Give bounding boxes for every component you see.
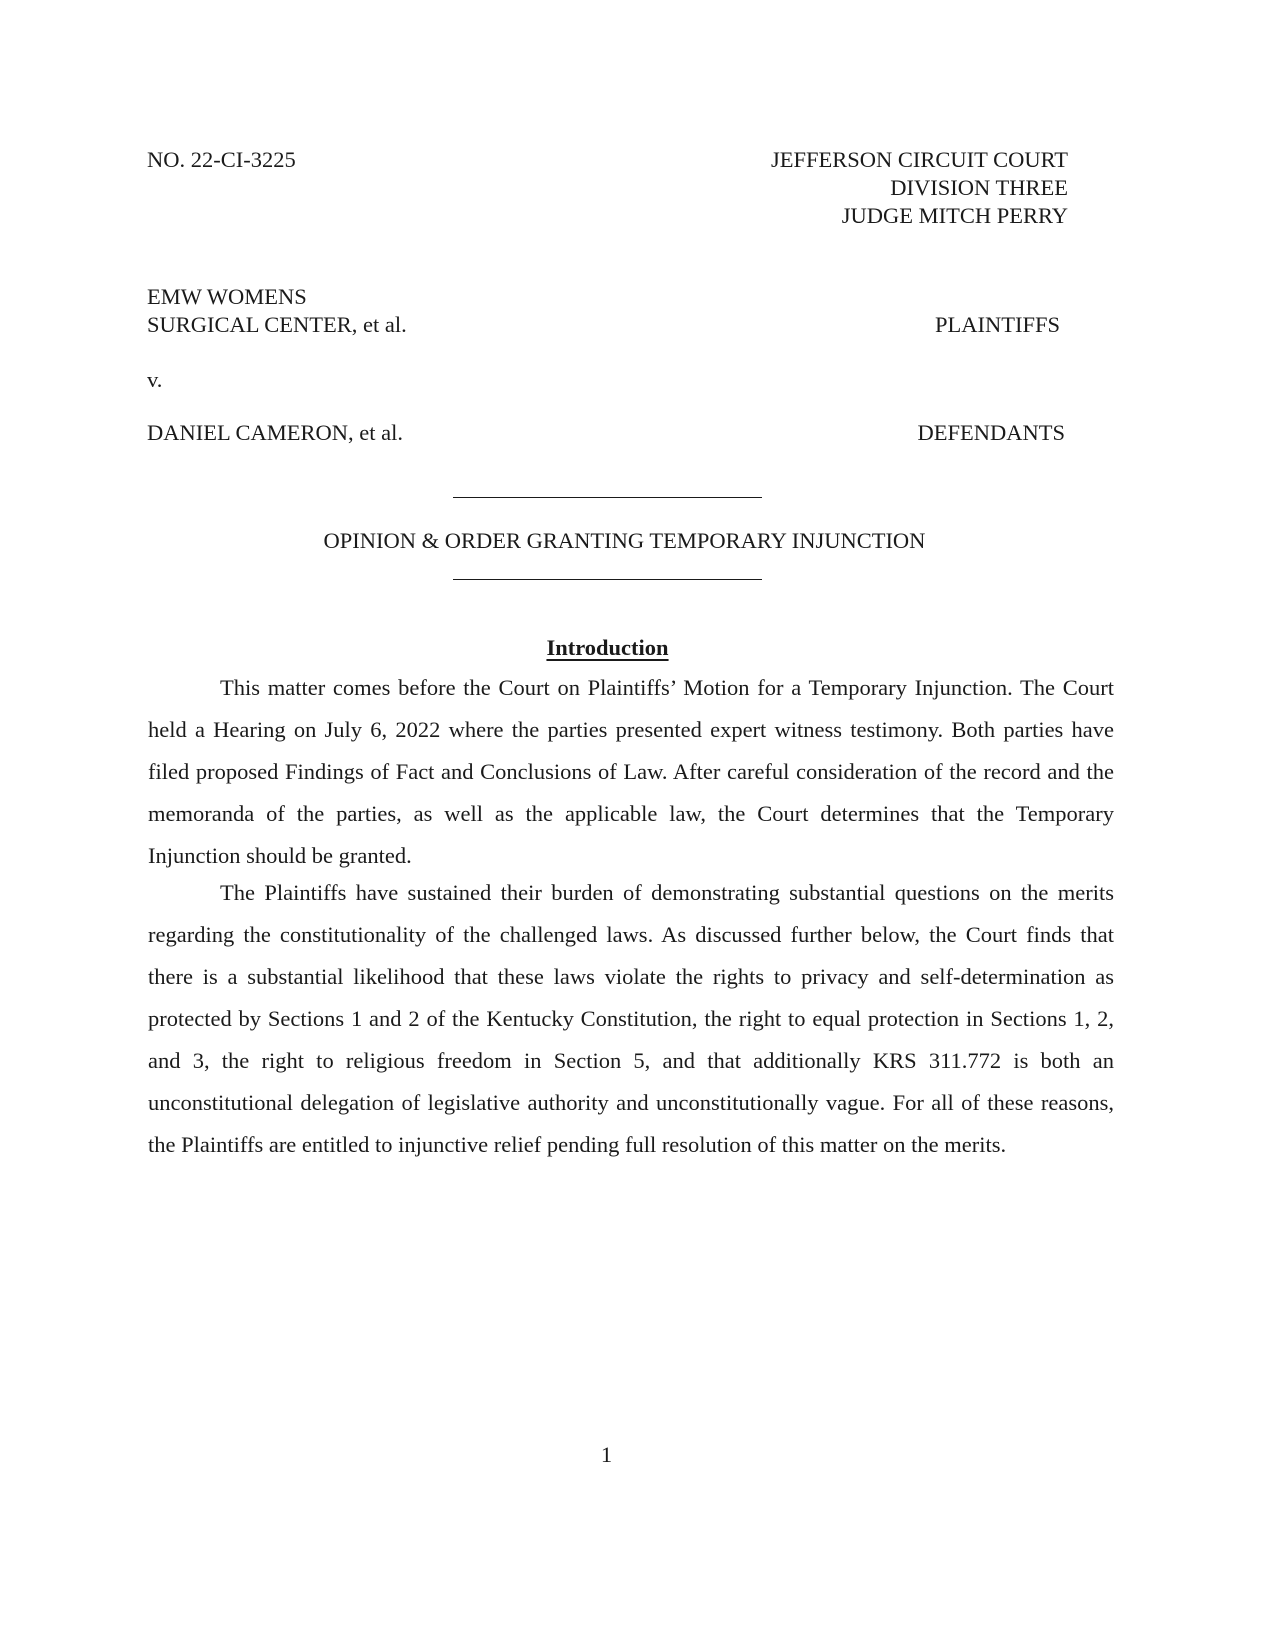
court-block (640, 146, 1068, 230)
paragraph-2: The Plaintiffs have sustained their burden of demonstrating substantial questions on the merits regarding the constitutionality of the challenged laws. As discussed further below, the Court finds that there is a substantial likelihood that these laws violate the rights to privacy and self-determination as protected by Sections 1 and 2 of the Kentucky Constitution, the right to equal protection in Sections 1, 2, and 3, the right to religious freedom in Section 5, and that additionally KRS 311.772 is both an unconstitutional delegation of legislative authority and unconstitutionally vague. For all of these reasons, the Plaintiffs are entitled to injunctive relief pending full resolution of this matter on the merits. (148, 880, 1114, 1157)
plaintiff-name (147, 283, 407, 339)
defendant-role: DEFENDANTS (917, 420, 1065, 445)
plaintiff-name-line-2: SURGICAL CENTER, et al. (147, 312, 407, 337)
plaintiff-name-line-1: EMW WOMENS (147, 284, 307, 309)
page-number: 1 (600, 1442, 613, 1467)
court-judge: JUDGE MITCH PERRY (841, 203, 1068, 228)
title-rule-top (453, 497, 762, 498)
plaintiff-role: PLAINTIFFS (934, 312, 1060, 337)
case-number: NO. 22-CI-3225 (147, 147, 296, 172)
court-division: DIVISION THREE (890, 175, 1068, 200)
paragraph-1: This matter comes before the Court on Plaintiffs’ Motion for a Temporary Injunction. The Court held a Hearing on July 6, 2022 where the parties presented expert witness testimony. Both parties have filed proposed Findings of Fact and Conclusions of Law. After careful consideration of the record and the memoranda of the parties, as well as the applicable law, the Court determines that the Temporary Injunction should be granted. (148, 675, 1114, 868)
versus: v. (147, 367, 163, 392)
section-heading: Introduction (546, 635, 669, 660)
court-name: JEFFERSON CIRCUIT COURT (770, 147, 1068, 172)
title-rule-bottom (453, 579, 762, 580)
document-title: OPINION & ORDER GRANTING TEMPORARY INJUNCTION (323, 528, 926, 553)
defendant-name: DANIEL CAMERON, et al. (147, 420, 404, 445)
